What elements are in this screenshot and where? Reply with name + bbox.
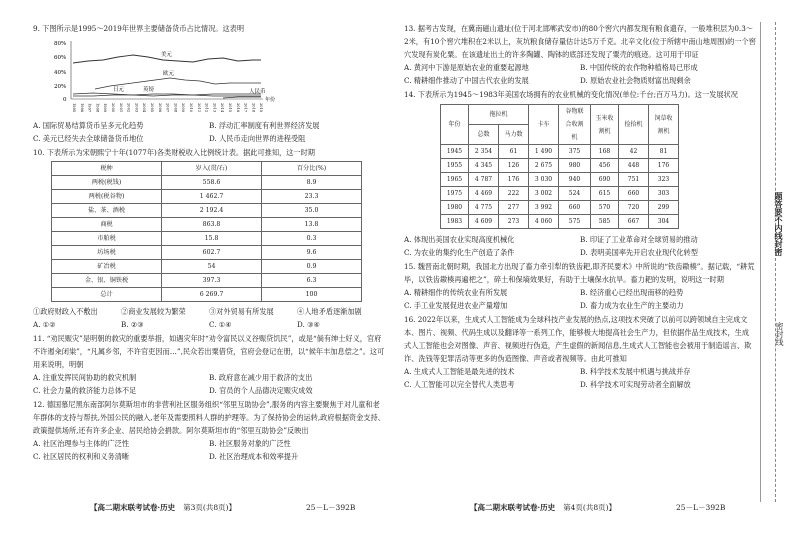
question-stem: 16. 2022年以来，生成式人工智能成为全球科技产业发展的热点,这项技术突破了以前可以跨领域自主完成文本、图片、视频、代码生成以及翻译等一系列工作，能够极大地提高社会生产力，但依据作品生成技术，生成式人工智能也会对图像、声音、视频进行伪造，产生虚假的新闻信息,生成式人工智能也会被用于制造谣言、欺诈、洗钱等犯罪活动等更多的伪造图像、声音或者视频等。由此可推知 — [404, 315, 752, 363]
options — [404, 299, 756, 312]
year-tick-label: 2000 — [111, 103, 115, 113]
header-cell: 饲草收割机 — [649, 105, 679, 145]
year-tick-label: 2007 — [165, 103, 170, 113]
table-cell: 176 — [499, 173, 529, 187]
tick-label: 80% — [54, 41, 67, 47]
option-b[interactable]: B. 印证了工业革命对全球贸易的推动 — [580, 235, 698, 244]
option-a[interactable]: A. 精耕细作的传统农业有所发展 — [404, 288, 508, 297]
table-cell: 277 — [499, 201, 529, 215]
right-column — [404, 22, 756, 392]
table-cell: 940 — [559, 173, 591, 187]
table-cell: 375 — [559, 145, 591, 159]
option-b[interactable]: B. 中国传统的农作物种植格局已形成 — [580, 63, 698, 72]
series-label: 英镑 — [143, 87, 155, 93]
table-cell: 42 — [619, 145, 649, 159]
option-c[interactable]: C. ①④ — [209, 320, 232, 329]
options — [404, 74, 756, 87]
table-cell: 2 675 — [529, 159, 559, 173]
question-13 — [404, 22, 756, 87]
table-cell: 0.3 — [262, 232, 362, 246]
table-cell: 4 469 — [469, 187, 499, 201]
seal-warning: 题答要不内线封密 — [774, 192, 784, 256]
table-cell: 323 — [649, 173, 679, 187]
table-body — [441, 145, 679, 229]
year-tick-label: 2005 — [150, 103, 154, 113]
table-cell: 4 609 — [469, 215, 499, 229]
footer-title: 【高二期末联考试卷·历史 — [470, 503, 556, 512]
year-tick-label: 2001 — [118, 103, 123, 113]
table-cell: 3 992 — [529, 201, 559, 215]
table-cell: 299 — [649, 201, 679, 215]
options — [33, 119, 385, 132]
year-tick-label: 1999 — [103, 103, 108, 113]
option-d[interactable]: D. 官员的个人品德决定赈灾成效 — [209, 386, 313, 395]
table-cell: 6 269.7 — [162, 288, 262, 302]
table-cell: 3 030 — [529, 173, 559, 187]
table-cell: 168 — [591, 145, 619, 159]
question-12 — [33, 398, 385, 463]
question-stem: 11. “劝民赈灾”是明朝的救灾的重要举措，如遇灾年时“劝令富民以义谷赈贷饥民”，或是“倘有绅士好义，官府不许遏籴闭粜”，“凡属乡邻，不许官吏因而…”,民众若出粟借贷，官府会登记在册，以“候年丰加息偿之”。这可用来说明，明朝 — [33, 334, 385, 369]
table-body — [52, 176, 362, 302]
statement: ④人地矛盾逐渐加剧 — [297, 307, 362, 316]
header-cell: 税种 — [52, 162, 162, 176]
table-cell: 6.3 — [262, 274, 362, 288]
footer-right — [470, 502, 725, 513]
option-b[interactable]: B. 政府意在减少用于救济的支出 — [209, 373, 313, 382]
option-b[interactable]: B. 科学技术发展中机遇与挑战并存 — [580, 367, 691, 376]
footer-page: 第3页(共8页)】 — [183, 503, 237, 512]
year-tick-label: 2016 — [235, 103, 240, 113]
header-cell: 玉米收割机 — [591, 105, 619, 145]
table-cell: 金、银、铜铁税 — [52, 274, 162, 288]
table-cell: 2 192.4 — [162, 204, 262, 218]
option-d[interactable]: D. 科学技术可实现劳动者全面解放 — [580, 380, 691, 389]
table-cell: 304 — [649, 215, 679, 229]
table-row — [52, 274, 362, 288]
year-tick-label: 2010 — [189, 103, 193, 113]
question-stem: 15. 魏晋南北朝时期，我国北方出现了畜力牵引犁的铁齿耙,即齐民要术》中所说的“铁齿𨫼楱”。据记载，“耕荒毕，以铁齿𨫼楱再遍杷之”，碎土和保墒效果好，有助于土壤保水抗旱。畜力耙的发明，说明这一时期 — [404, 262, 755, 284]
table-cell: 8.9 — [262, 176, 362, 190]
option-c[interactable]: C. 社会力量的救济能力总体不足 — [33, 386, 137, 395]
year-tick-label: 1995 — [72, 103, 76, 113]
table-cell: 0.9 — [262, 260, 362, 274]
option-c[interactable]: C. 人工智能可以完全替代人类思考 — [404, 380, 515, 389]
table-cell: 222 — [499, 187, 529, 201]
question-stem: 13. 据考古发现，在冀南磁山遗址(位于河北邯郸武安市)的80个窖穴内都发现有粮食遗存，一般堆积层为0.3～2米，有10个窖穴堆积在2米以上，灰坑粮食储存量估计达5万千克。北辛文化(位于所辖中南山地周围)的一个窖穴发现有炭化粟。在该遗址出土的许多陶罐、陶钵的底部还发现了粟壳的痕迹。这可用于印证 — [404, 24, 756, 59]
table-row — [52, 288, 362, 302]
table-cell: 4 775 — [469, 201, 499, 215]
options — [404, 233, 756, 246]
header-cell: 马力数 — [499, 125, 529, 145]
question-stem: 9. 下图所示是1995～2019年世界主要储备货币占比情况。这表明 — [33, 24, 245, 33]
table-cell: 盐、茶、酒税 — [52, 204, 162, 218]
option-c[interactable]: C. 为农业的集约化生产创造了条件 — [404, 248, 515, 257]
header-cell: 捡拾机 — [619, 105, 649, 145]
tax-table — [51, 161, 362, 302]
table-cell: 273 — [499, 215, 529, 229]
table-row — [52, 246, 362, 260]
option-b[interactable]: B. 浮动汇率制度有利世界经济发展 — [209, 121, 320, 130]
options — [33, 318, 385, 331]
table-cell: 575 — [559, 215, 591, 229]
currency-chart — [53, 37, 276, 115]
question-stem: 10. 下表所示为宋朝熙宁十年(1077年)各类财税收入比例统计表。据此可推知，这一时期 — [33, 148, 315, 157]
table-row — [441, 173, 679, 187]
table-row — [441, 145, 679, 159]
table-cell: 1983 — [441, 215, 469, 229]
question-15 — [404, 260, 756, 312]
table-cell: 9.6 — [262, 246, 362, 260]
table-row — [52, 260, 362, 274]
options — [33, 132, 385, 145]
year-tick-label: 2019 — [259, 103, 264, 113]
table-cell: 61 — [499, 145, 529, 159]
table-cell: 1980 — [441, 201, 469, 215]
year-tick-label: 2004 — [142, 103, 147, 113]
table-cell: 397.3 — [162, 274, 262, 288]
machinery-table — [440, 104, 679, 229]
series-label: 欧元 — [163, 71, 175, 77]
table-cell: 54 — [162, 260, 262, 274]
question-stem: 14. 下表所示为1945～1983年美国农场拥有的农业机械的变化情况(单位:千台;百万马力)。这一发展状况 — [404, 90, 738, 99]
statement: ①政府财政入不敷出 — [33, 307, 98, 316]
table-cell: 35.0 — [262, 204, 362, 218]
question-14 — [404, 88, 756, 259]
footer-code: 25－L－392B — [676, 503, 726, 512]
option-c[interactable]: C. 社区居民的权利和义务清晰 — [33, 452, 130, 461]
table-row — [52, 232, 362, 246]
option-b[interactable]: B. 经济重心已经出现南移的趋势 — [580, 288, 684, 297]
option-c[interactable]: C. 精耕细作推动了中国古代农业的发展 — [404, 76, 529, 85]
table-cell: 667 — [619, 215, 649, 229]
table-row — [52, 218, 362, 232]
header-cell: 总数 — [469, 125, 499, 145]
options — [33, 371, 385, 384]
year-tick-label: 2012 — [204, 103, 209, 113]
seal-margin — [760, 22, 794, 502]
year-tick-label: 1998 — [95, 103, 100, 113]
statement: ②商业发展较为繁荣 — [121, 307, 186, 316]
year-tick-label: 2006 — [157, 103, 162, 113]
option-a[interactable]: A. 黄河中下游是原始农业的重要起源地 — [404, 63, 529, 72]
table-cell: 660 — [559, 201, 591, 215]
table-row — [52, 176, 362, 190]
series-rmb-line — [223, 97, 261, 98]
table-cell: 市舶税 — [52, 232, 162, 246]
options — [404, 246, 756, 259]
option-a[interactable]: A. 生成式人工智能是最先进的技术 — [404, 367, 515, 376]
statement: ③对外贸易有所发展 — [209, 307, 274, 316]
year-ticks — [72, 103, 263, 113]
year-tick-label: 2008 — [173, 103, 178, 113]
options — [33, 437, 385, 450]
options — [404, 365, 756, 378]
table-cell: 1965 — [441, 173, 469, 187]
footer-code: 25－L－392B — [306, 503, 356, 512]
header-cell: 百分比(%) — [262, 162, 362, 176]
table-cell: 4 060 — [529, 215, 559, 229]
table-cell: 矿冶税 — [52, 260, 162, 274]
option-c[interactable]: C. 手工业发展促进农业产量增加 — [404, 301, 508, 310]
question-16 — [404, 313, 756, 391]
year-tick-label: 2015 — [228, 103, 232, 113]
header-cell: 年份 — [441, 105, 469, 145]
option-d[interactable]: D. 原始农业社会物质财富出现剩余 — [580, 76, 691, 85]
chart-svg — [53, 37, 283, 119]
option-a[interactable]: A. 注重发挥民间协助的救灾机制 — [33, 373, 137, 382]
table-row — [52, 204, 362, 218]
series-label: 日元 — [113, 87, 125, 93]
table-header — [441, 105, 679, 125]
table-cell: 4 787 — [469, 173, 499, 187]
table-cell: 4 345 — [469, 159, 499, 173]
option-c[interactable]: C. 美元已经失去全球储备货币地位 — [33, 134, 144, 143]
table-cell: 1945 — [441, 145, 469, 159]
year-tick-label: 1997 — [87, 103, 92, 113]
question-10 — [33, 146, 385, 331]
table-cell: 1955 — [441, 159, 469, 173]
table-cell: 13.8 — [262, 218, 362, 232]
table-row — [441, 159, 679, 173]
option-a[interactable]: A. 体现出美国农业实现高度机械化 — [404, 235, 515, 244]
option-d[interactable]: D. 畜力成为农业生产的主要动力 — [580, 301, 684, 310]
statement-list — [33, 305, 385, 318]
table-cell: 660 — [619, 187, 649, 201]
header-cell: 谷物联合收割机 — [559, 105, 591, 145]
table-header — [52, 162, 362, 176]
table-cell: 585 — [591, 215, 619, 229]
table-cell: 坊场税 — [52, 246, 162, 260]
table-cell: 863.8 — [162, 218, 262, 232]
table-cell: 720 — [619, 201, 649, 215]
year-tick-label: 2002 — [126, 103, 131, 113]
table-row — [441, 201, 679, 215]
year-tick-label: 1996 — [79, 103, 84, 113]
option-d[interactable]: D. 表明美国率先开启农业现代化转型 — [580, 248, 698, 257]
series-label: 美元 — [161, 52, 173, 58]
option-a[interactable]: A. ①② — [33, 320, 56, 329]
footer-page: 第4页(共8页)】 — [563, 503, 617, 512]
table-cell: 690 — [591, 173, 619, 187]
year-tick-label: 2009 — [181, 103, 186, 113]
table-cell: 176 — [649, 159, 679, 173]
option-a[interactable]: A. 社区治理参与主体的广泛性 — [33, 439, 130, 448]
seal-label: 密封线 — [775, 322, 784, 346]
options — [404, 286, 756, 299]
table-cell: 1 490 — [529, 145, 559, 159]
table-cell: 商税 — [52, 218, 162, 232]
option-d[interactable]: D. ③④ — [297, 320, 320, 329]
series-label: 人民币 — [249, 89, 266, 95]
header-cell: 拖拉机 — [469, 105, 529, 125]
table-cell: 558.6 — [162, 176, 262, 190]
table-cell: 81 — [649, 145, 679, 159]
table-cell: 980 — [559, 159, 591, 173]
footer-title: 【高二期末联考试卷·历史 — [90, 503, 176, 512]
table-cell: 100 — [262, 288, 362, 302]
question-stem: 12. 德国慕尼黑东南部阿尔莫斯坦市的非营利社区服务组织“邻里互助协会”,服务的内容主要聚焦于对儿童和老年群体的支持与帮扶,外国公民的融入,老年及需要照料人群的护理等。为了保持协会的运转,政府根据资金支持、政策提供场所,还有许多企业、居民给协会捐款。阿尔莫斯坦市的“邻里互助协会”反映出 — [33, 400, 385, 435]
year-tick-label: 2018 — [251, 103, 256, 113]
table-cell: 总计 — [52, 288, 162, 302]
table-row — [441, 187, 679, 201]
table-cell: 126 — [499, 159, 529, 173]
table-cell: 751 — [619, 173, 649, 187]
year-tick-label: 2014 — [220, 103, 225, 113]
option-d[interactable]: D. 社区治理成本和效率提升 — [209, 452, 299, 461]
x-axis-label: 年份 — [265, 97, 276, 103]
table-cell: 1975 — [441, 187, 469, 201]
options — [33, 450, 385, 463]
tick-label: 0 — [63, 97, 67, 103]
header-cell: 卡车 — [529, 105, 559, 145]
table-cell: 3 002 — [529, 187, 559, 201]
table-cell: 1 462.7 — [162, 190, 262, 204]
table-row — [52, 190, 362, 204]
table-cell: 2 354 — [469, 145, 499, 159]
year-tick-label: 2013 — [212, 103, 217, 113]
option-d[interactable]: D. 人民币走向世界的进程受阻 — [209, 134, 306, 143]
table-cell: 303 — [649, 187, 679, 201]
header-cell: 岁入(贯/石) — [162, 162, 262, 176]
left-column — [33, 22, 385, 464]
table-cell: 602.7 — [162, 246, 262, 260]
tick-label: 40% — [54, 70, 67, 76]
tick-label: 20% — [54, 84, 67, 90]
table-cell: 524 — [559, 187, 591, 201]
option-a[interactable]: A. 国际贸易结算货币呈多元化趋势 — [33, 121, 144, 130]
table-cell: 两税(税钱) — [52, 176, 162, 190]
option-b[interactable]: B. ②③ — [121, 320, 144, 329]
year-tick-label: 2003 — [134, 103, 139, 113]
table-cell: 23.3 — [262, 190, 362, 204]
table-cell: 570 — [591, 201, 619, 215]
table-cell: 615 — [591, 187, 619, 201]
table-cell: 456 — [591, 159, 619, 173]
option-b[interactable]: B. 社区服务对象的广泛性 — [209, 439, 291, 448]
footer-left — [90, 502, 355, 513]
table-cell: 15.8 — [162, 232, 262, 246]
options — [404, 378, 756, 391]
seal-line — [775, 22, 776, 502]
question-11 — [33, 332, 385, 397]
table-row — [441, 215, 679, 229]
options — [33, 384, 385, 397]
options — [404, 61, 756, 74]
year-tick-label: 2011 — [196, 103, 201, 113]
table-cell: 两税(税谷物) — [52, 190, 162, 204]
table-cell: 448 — [619, 159, 649, 173]
year-tick-label: 2017 — [243, 103, 248, 113]
tick-label: 60% — [54, 55, 67, 61]
question-9 — [33, 22, 385, 145]
